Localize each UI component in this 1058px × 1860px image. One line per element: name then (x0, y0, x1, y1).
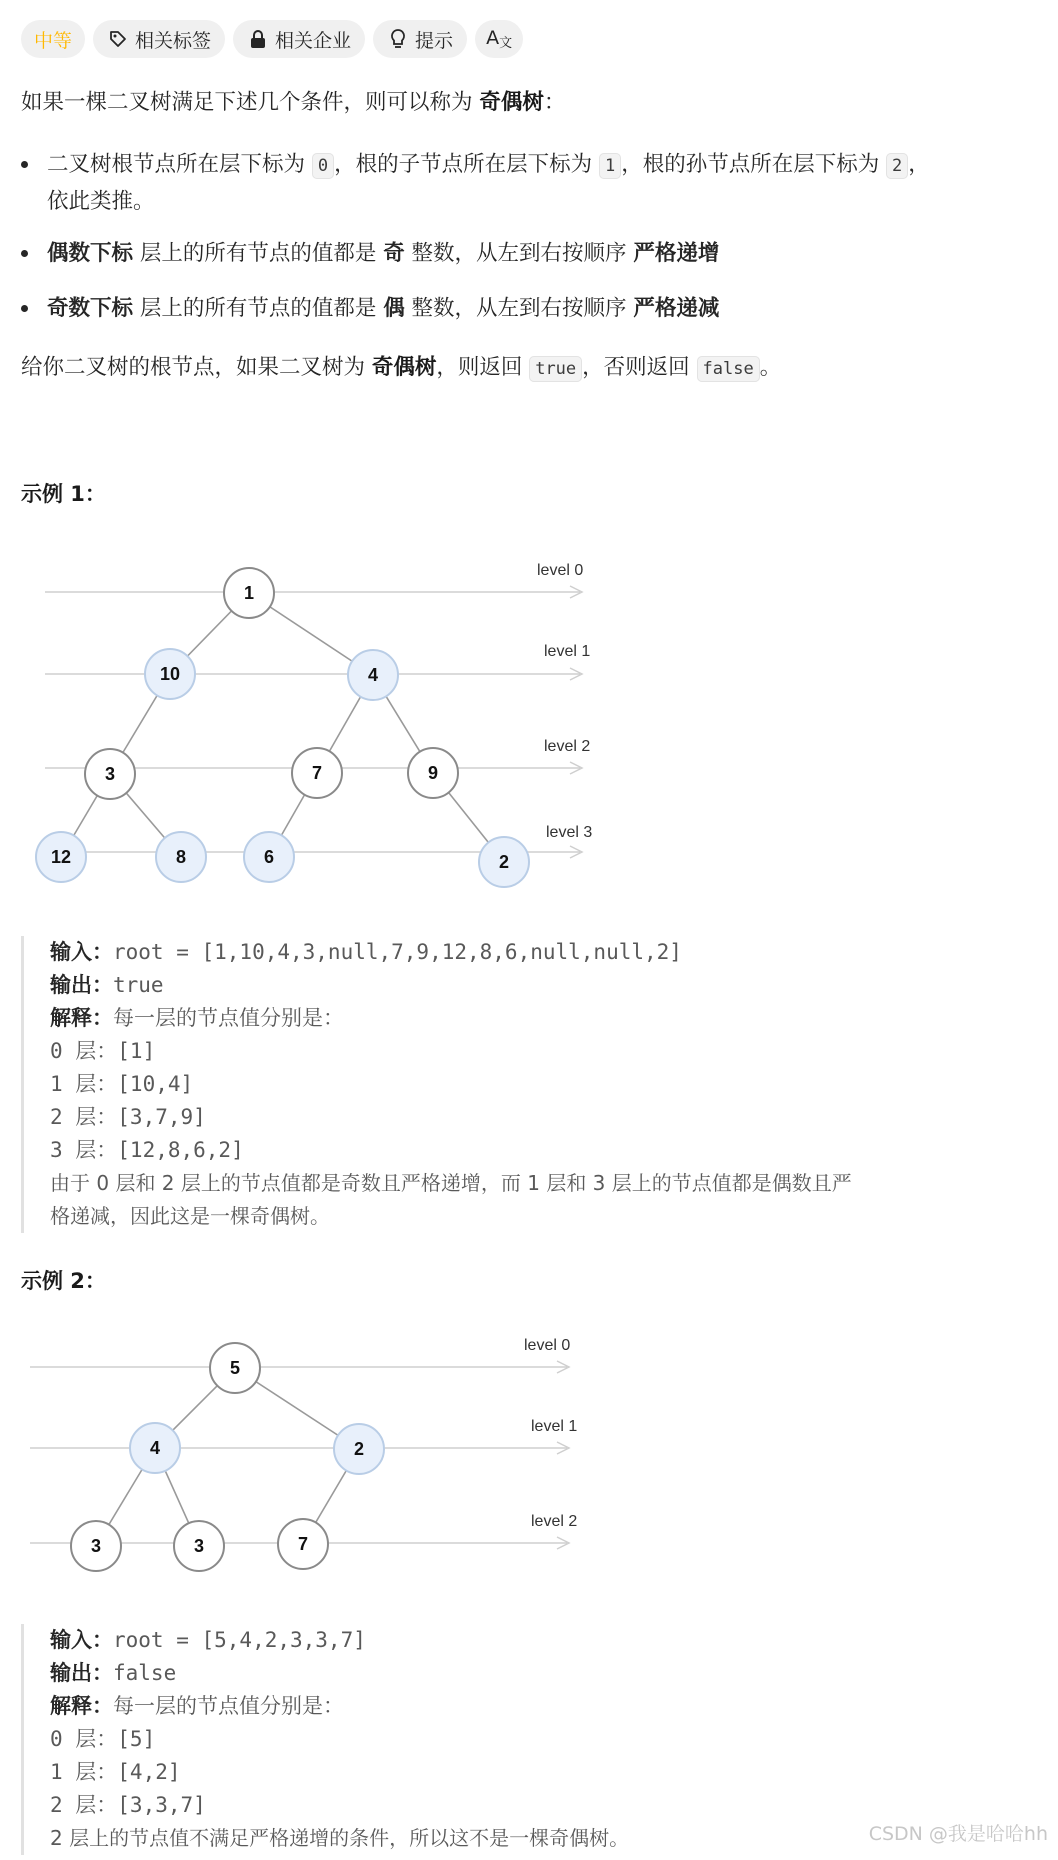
rule-2-bold-1: 偶数下标 (47, 241, 134, 266)
return-text-d: ，否则返回 (582, 355, 697, 380)
translate-icon: A文 (486, 27, 513, 51)
rule-2-bold-3: 严格递增 (633, 241, 720, 266)
rule-2-text (47, 236, 719, 271)
example-2-tree-svg (0, 1320, 620, 1590)
return-text-c: ，则返回 (436, 355, 530, 380)
output-value: false (113, 1661, 177, 1685)
inline-code-true: true (529, 356, 582, 382)
layer-line: 0 层：[1] (50, 1039, 156, 1063)
example-2-input-line (50, 1624, 1031, 1657)
bullet-dot (21, 161, 28, 168)
level-label: level 1 (544, 643, 591, 660)
level-label: level 0 (537, 562, 584, 579)
rule-1-text (47, 147, 930, 219)
level-label: level 0 (524, 1337, 571, 1354)
explain-text: 每一层的节点值分别是： (113, 1006, 344, 1030)
output-value: true (113, 973, 164, 997)
translate-icon-letter: A (486, 27, 500, 49)
return-bold-term: 奇偶树 (371, 355, 437, 380)
return-text-e: 。 (759, 355, 782, 380)
rule-1-part-a: 二叉树根节点所在层下标为 (47, 152, 312, 177)
topics-tag-label: 相关标签 (135, 29, 212, 52)
return-paragraph (21, 351, 781, 386)
layer-line: 3 层：[12,8,6,2] (50, 1138, 244, 1162)
layer-line: 1 层：[10,4] (50, 1072, 194, 1096)
tag-icon (107, 28, 129, 50)
layer-line: 2 层：[3,7,9] (50, 1105, 206, 1129)
node-label: 7 (311, 763, 323, 783)
node-label: 10 (159, 664, 181, 684)
level-label: level 3 (546, 824, 593, 841)
node-label: 3 (193, 1536, 205, 1556)
intro-paragraph (21, 86, 565, 120)
explain-label: 解释： (50, 1006, 113, 1030)
example-2-heading: 示例 2： (21, 1269, 106, 1293)
bullet-dot (21, 250, 28, 257)
layer-line: 2 层：[3,3,7] (50, 1793, 206, 1817)
layer-line: 1 层：[4,2] (50, 1760, 181, 1784)
example-1-note-line-2: 格递减，因此这是一棵奇偶树。 (50, 1204, 330, 1228)
inline-code-2: 2 (886, 153, 908, 179)
rule-2-part-b: 整数，从左到右按顺序 (404, 241, 634, 266)
example-1-output-line (50, 969, 1031, 1002)
example-2-tree-diagram (0, 1320, 620, 1590)
level-label: level 2 (531, 1513, 578, 1530)
node-label: 9 (427, 763, 439, 783)
example-1-input-line (50, 936, 1031, 969)
lock-icon (247, 28, 269, 50)
level-label: level 2 (544, 738, 591, 755)
rule-2-part-a: 层上的所有节点的值都是 (133, 241, 384, 266)
rule-1-part-b: ，根的子节点所在层下标为 (334, 152, 599, 177)
input-value: root = [5,4,2,3,3,7] (113, 1628, 366, 1652)
inline-code-0: 0 (312, 153, 334, 179)
output-label: 输出： (50, 973, 113, 997)
difficulty-badge: 中等 (21, 20, 85, 58)
node-label: 3 (90, 1536, 102, 1556)
rule-3-bold-2: 偶 (383, 296, 405, 321)
node-label: 4 (367, 665, 379, 685)
hint-button[interactable] (373, 20, 467, 58)
inline-code-1: 1 (599, 153, 621, 179)
rule-3-bold-1: 奇数下标 (47, 296, 134, 321)
return-text-a: 给你二叉树的根节点，如果二叉树为 (21, 355, 372, 380)
rule-3-bold-3: 严格递减 (633, 296, 720, 321)
translate-button[interactable] (475, 20, 523, 58)
example-2-explain-line (50, 1690, 1031, 1723)
example-1-note-line-1: 由于 0 层和 2 层上的节点值都是奇数且严格递增，而 1 层和 3 层上的节点值都是偶数且严 (50, 1171, 852, 1195)
layer-line: 0 层：[5] (50, 1727, 156, 1751)
intro-text: 如果一棵二叉树满足下述几个条件，则可以称为 (21, 90, 480, 115)
node-label: 2 (498, 852, 510, 872)
rule-1-part-c: ，根的孙节点所在层下标为 (621, 152, 887, 177)
hint-label: 提示 (415, 29, 454, 52)
node-label: 8 (175, 847, 187, 867)
rule-2-bold-2: 奇 (383, 241, 405, 266)
tag-bar (21, 20, 523, 58)
rule-1-line2: 依此类推。 (47, 189, 155, 214)
rule-3-part-b: 整数，从左到右按顺序 (404, 296, 634, 321)
explain-text: 每一层的节点值分别是： (113, 1694, 344, 1718)
node-label: 3 (104, 764, 116, 784)
example-1-block (21, 936, 1031, 1233)
explain-label: 解释： (50, 1694, 113, 1718)
example-1-heading: 示例 1： (21, 482, 106, 506)
lightbulb-icon (387, 28, 409, 50)
example-2-note-line: 2 层上的节点值不满足严格递增的条件，所以这不是一棵奇偶树。 (50, 1826, 630, 1850)
node-label: 1 (243, 583, 255, 603)
input-label: 输入： (50, 940, 113, 964)
intro-bold-term: 奇偶树 (479, 90, 544, 115)
node-label: 5 (229, 1358, 241, 1378)
node-label: 7 (297, 1534, 309, 1554)
inline-code-false: false (697, 356, 760, 382)
example-1-tree-svg (0, 540, 620, 900)
topics-tag-button[interactable] (93, 20, 225, 58)
rule-1-part-d: ， (908, 152, 930, 177)
node-label: 12 (50, 847, 72, 867)
bullet-dot (21, 305, 28, 312)
node-label: 4 (149, 1438, 161, 1458)
example-1-explain-line (50, 1002, 1031, 1035)
example-2-output-line (50, 1657, 1031, 1690)
companies-tag-button[interactable] (233, 20, 365, 58)
rule-3-text (47, 291, 719, 326)
output-label: 输出： (50, 1661, 113, 1685)
level-label: level 1 (531, 1418, 578, 1435)
rule-3-part-a: 层上的所有节点的值都是 (133, 296, 384, 321)
input-value: root = [1,10,4,3,null,7,9,12,8,6,null,null,2] (113, 940, 682, 964)
node-label: 6 (263, 847, 275, 867)
example-1-tree-diagram (0, 540, 620, 900)
node-label: 2 (353, 1439, 365, 1459)
watermark: CSDN @我是哈哈hh (868, 1823, 1048, 1845)
companies-tag-label: 相关企业 (275, 29, 352, 52)
intro-colon: ： (543, 90, 566, 115)
input-label: 输入： (50, 1628, 113, 1652)
